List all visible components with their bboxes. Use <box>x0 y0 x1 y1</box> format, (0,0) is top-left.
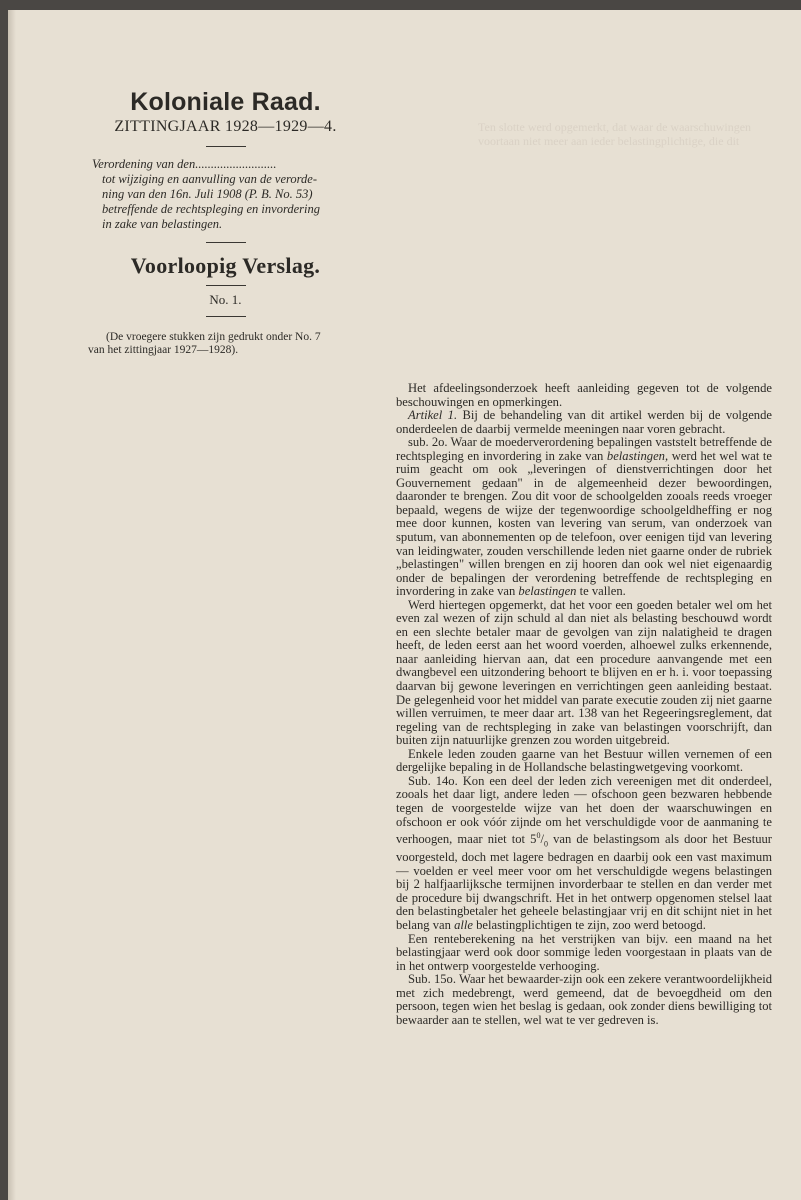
note-line: (De vroegere stukken zijn gedrukt onder No. 7 <box>106 331 321 343</box>
prior-documents-note <box>88 331 363 357</box>
paragraph: Werd hiertegen opgemerkt, dat het voor een goeden betaler wel om het even zal wezen of zijn schuld al dan niet als belasting beschouwd wordt en een slechte betaler maar de gevolgen van zijn nalatigheid te dragen heeft, de leden eerst aan het woord voerden, alhoewel zulks erkennende, naar aanleiding hiervan aan, dat een procedure aanvangende met een dwangbevel een uitzondering behoort te blijven en er h. i. voor toepassing daarvan bij gewone leveringen en verrichtingen geen aanleiding bestaat. De gelegenheid voor het middel van parate executie zouden zij niet gaarne willen verruimen, te meer daar art. 138 van het Regeeringsreglement, dat regeling van de rechtspleging in zake van belastingen voorschrijft, dan buiten zijn natuurlijke grenzen zou worden uitgebreid. <box>396 597 772 748</box>
article-label: Artikel 1. <box>408 408 458 423</box>
document-page <box>8 10 801 1200</box>
paragraph: Sub. 14o. Kon een deel der leden zich vereenigen met dit onderdeel, zooals het daar ligt, andere leden — ofschoon geen bezwaren hebbende tegen de voorgestelde wijze van het doen der waarschuwingen en ofschoon er ook vóór zijnde om het verschuldigde voor de aanmaning te verhoogen, maar niet tot $5^0/_0$ van de belastingsom als door het Bestuur voorgesteld, doch met lagere bedragen en daarbij ook een vast maximum — voelden er veel meer voor om het verschuldigde wegens belastingen bij 2 halfjaarlijksche termijnen invorderbaar te stellen en dan verder met de procedure bij dwangschrift. Het in het ontwerp opgenomen stelsel laat den belastingbetaler het geheele belastingjaar vrij en dit schijnt niet in het belang van alle belastingplichtigen te zijn, zoo werd betoogd. <box>396 773 772 933</box>
ordinance-line: tot wijziging en aanvulling van de verorde- <box>102 172 318 186</box>
report-title: Voorloopig Verslag. <box>130 253 321 278</box>
divider <box>206 242 246 243</box>
note-line: van het zittingjaar 1927—1928). <box>88 344 239 356</box>
council-title: Koloniale Raad. <box>130 88 321 116</box>
paragraph: Sub. 15o. Waar het bewaarder-zijn ook een zekere verantwoordelijkheid met zich medebrengt, werd gemeend, dat de bevoegdheid om den persoon, tegen wien het beslag is gedaan, ook zonder diens bewilliging tot bewaarder aan te stellen, wel wat te ver gedreven is. <box>396 972 772 1027</box>
left-header-column <box>88 88 363 357</box>
paragraph: Het afdeelingsonderzoek heeft aanleiding gegeven tot de volgende beschouwingen en opmerkingen. <box>396 381 772 409</box>
divider <box>206 316 246 317</box>
paragraph: sub. 2o. Waar de moederverordening bepalingen vaststelt betreffende de rechtspleging en invordering in zake van belastingen, werd het wel wat te ruim geacht om ook „leveringen of dienstverrichtingen door het Gouvernement gedaan" in de algemeenheid dezer bewoordingen, daaronder te brengen. Zou dit voor de schoolgelden zooals reeds vroeger bepaald, wegens de wijze der tegenwoordige schoolgeldheffing er nog mee door kunnen, kosten van levering van serum, van onderzoek van sputum, van abonnementen op de telefoon, over eenigen tijd van levering van leidingwater, zouden verschillende leden niet gaarne onder de rubriek „belastingen" willen brengen en zij hooren dan ook wel niet eigenaardig onder de bepalingen der verordening betreffende de rechtspleging en invordering in zake van belastingen te vallen. <box>396 435 772 599</box>
report-number: No. 1. <box>209 292 242 307</box>
ordinance-line: betreffende de rechtspleging en invordering <box>102 202 320 216</box>
divider <box>206 146 246 147</box>
divider <box>206 285 246 286</box>
paragraph: Enkele leden zouden gaarne van het Bestuur willen vernemen of een dergelijke bepaling in de Hollandsche belastingwetgeving voorkomt. <box>396 746 772 775</box>
bleed-through-text: Ten slotte werd opgemerkt, dat waar de waarschuwingen voortaan niet meer aan ieder belastingplichtige, die dit <box>478 120 752 148</box>
paragraph: Een renteberekening na het verstrijken van bijv. een maand na het belastingjaar werd ook door sommige leden voorgestaan in plaats van de in het ontwerp voorgestelde verhooging. <box>396 931 772 973</box>
ordinance-line: Verordening van den.......................... <box>92 157 277 171</box>
ordinance-description <box>92 157 363 232</box>
ordinance-line: ning van den 16n. Juli 1908 (P. B. No. 53) <box>102 187 313 201</box>
report-body <box>396 382 772 1027</box>
session-year: ZITTINGJAAR 1928—1929—4. <box>114 118 337 135</box>
page-edge-shadow <box>8 10 16 1200</box>
paragraph: Artikel 1. Bij de behandeling van dit artikel werden bij de volgende onderdeelen de daarbij vermelde meeningen naar voren gebracht. <box>396 408 772 436</box>
ordinance-line: in zake van belastingen. <box>102 217 223 231</box>
